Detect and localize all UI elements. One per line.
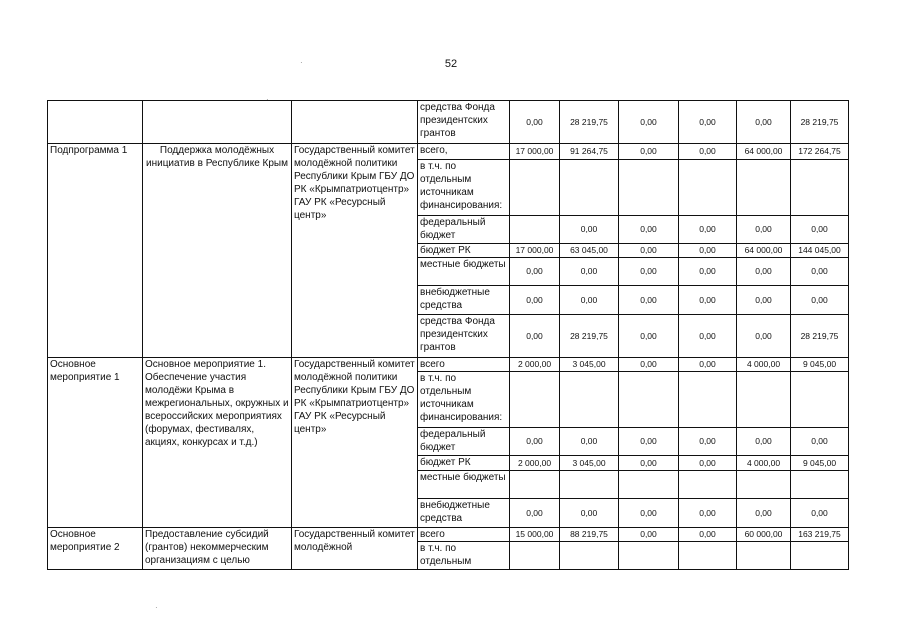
value-cell (510, 542, 560, 570)
value-cell (679, 471, 737, 499)
value-cell: 0,00 (619, 499, 679, 528)
value-cell: 0,00 (679, 286, 737, 315)
value-cell: 0,00 (679, 428, 737, 456)
value-cell (510, 471, 560, 499)
value-cell (737, 160, 791, 216)
value-cell: 88 219,75 (560, 528, 619, 542)
value-cell (560, 372, 619, 428)
value-cell: 0,00 (560, 258, 619, 286)
value-cell: 28 219,75 (560, 315, 619, 358)
value-cell: 64 000,00 (737, 244, 791, 258)
program-code: Основное мероприятие 2 (48, 528, 143, 570)
table-row (48, 101, 849, 144)
value-cell: 0,00 (679, 528, 737, 542)
value-cell (791, 160, 849, 216)
value-cell: 9 045,00 (791, 456, 849, 471)
source-label: в т.ч. по отдельным (418, 542, 510, 570)
value-cell: 0,00 (560, 286, 619, 315)
value-cell: 91 264,75 (560, 144, 619, 160)
value-cell: 2 000,00 (510, 358, 560, 372)
value-cell: 163 219,75 (791, 528, 849, 542)
value-cell: 0,00 (679, 258, 737, 286)
program-title: Основное мероприятие 1. Обеспечение участия молодёжи Крыма в межрегиональных, окружных и всероссийских мероприятиях (форумах, фестивалях, акциях, конкурсах и т.д.) (143, 358, 292, 528)
value-cell (619, 160, 679, 216)
program-title: Поддержка молодёжных инициатив в Республике Крым (143, 144, 292, 358)
value-cell: 64 000,00 (737, 144, 791, 160)
value-cell: 0,00 (679, 456, 737, 471)
value-cell: 0,00 (619, 456, 679, 471)
value-cell (510, 160, 560, 216)
value-cell: 60 000,00 (737, 528, 791, 542)
value-cell: 0,00 (737, 101, 791, 144)
value-cell: 0,00 (679, 101, 737, 144)
table-cell (143, 101, 292, 144)
value-cell (737, 372, 791, 428)
value-cell: 0,00 (560, 216, 619, 244)
source-label: в т.ч. по отдельным источникам финансирования: (418, 160, 510, 216)
value-cell: 0,00 (619, 101, 679, 144)
program-executor: Государственный комитет молодёжной политики Республики Крым ГБУ ДО РК «Крымпатриотцентр» ГАУ РК «Ресурсный центр» (292, 358, 418, 528)
value-cell: 0,00 (737, 258, 791, 286)
value-cell: 2 000,00 (510, 456, 560, 471)
value-cell: 3 045,00 (560, 456, 619, 471)
value-cell (679, 372, 737, 428)
value-cell: 0,00 (619, 258, 679, 286)
value-cell: 0,00 (619, 286, 679, 315)
source-label: бюджет РК (418, 456, 510, 471)
value-cell (619, 372, 679, 428)
value-cell: 0,00 (510, 286, 560, 315)
value-cell: 0,00 (510, 315, 560, 358)
table-row (48, 144, 849, 160)
source-label: местные бюджеты (418, 471, 510, 499)
value-cell: 0,00 (737, 216, 791, 244)
value-cell: 0,00 (510, 101, 560, 144)
value-cell: 15 000,00 (510, 528, 560, 542)
value-cell (679, 542, 737, 570)
value-cell: 0,00 (679, 358, 737, 372)
scan-speck: · (266, 95, 269, 104)
source-label: федеральный бюджет (418, 428, 510, 456)
value-cell: 9 045,00 (791, 358, 849, 372)
value-cell: 0,00 (737, 499, 791, 528)
value-cell (737, 471, 791, 499)
program-title: Предоставление субсидий (грантов) некоммерческим организациям с целью (143, 528, 292, 570)
value-cell: 0,00 (619, 358, 679, 372)
value-cell (510, 216, 560, 244)
program-code: Основное мероприятие 1 (48, 358, 143, 528)
value-cell: 144 045,00 (791, 244, 849, 258)
value-cell: 63 045,00 (560, 244, 619, 258)
value-cell: 28 219,75 (791, 101, 849, 144)
source-label: бюджет РК (418, 244, 510, 258)
source-label: средства Фонда президентских грантов (418, 101, 510, 144)
value-cell: 17 000,00 (510, 144, 560, 160)
value-cell: 0,00 (679, 244, 737, 258)
value-cell: 0,00 (791, 428, 849, 456)
value-cell: 0,00 (679, 144, 737, 160)
source-label: в т.ч. по отдельным источникам финансирования: (418, 372, 510, 428)
source-label: всего, (418, 144, 510, 160)
table-cell (292, 101, 418, 144)
source-label: федеральный бюджет (418, 216, 510, 244)
value-cell: 0,00 (737, 315, 791, 358)
value-cell: 28 219,75 (791, 315, 849, 358)
value-cell (560, 471, 619, 499)
value-cell (560, 160, 619, 216)
value-cell (737, 542, 791, 570)
value-cell: 4 000,00 (737, 456, 791, 471)
page-number: 52 (444, 58, 458, 70)
value-cell: 0,00 (619, 144, 679, 160)
value-cell (510, 372, 560, 428)
source-label: внебюджетные средства (418, 286, 510, 315)
scan-speck: · (155, 603, 158, 612)
value-cell (619, 471, 679, 499)
program-executor: Государственный комитет молодёжной (292, 528, 418, 570)
value-cell: 0,00 (791, 499, 849, 528)
value-cell: 4 000,00 (737, 358, 791, 372)
value-cell (560, 542, 619, 570)
value-cell: 0,00 (679, 216, 737, 244)
table-row (48, 528, 849, 542)
value-cell: 0,00 (737, 286, 791, 315)
value-cell (679, 160, 737, 216)
value-cell: 0,00 (510, 258, 560, 286)
budget-table (47, 100, 849, 570)
table-row (48, 358, 849, 372)
value-cell: 0,00 (510, 428, 560, 456)
value-cell: 0,00 (791, 286, 849, 315)
source-label: внебюджетные средства (418, 499, 510, 528)
source-label: местные бюджеты (418, 258, 510, 286)
value-cell: 0,00 (510, 499, 560, 528)
value-cell (791, 372, 849, 428)
value-cell (619, 542, 679, 570)
value-cell: 0,00 (791, 258, 849, 286)
source-label: средства Фонда президентских грантов (418, 315, 510, 358)
table-cell (48, 101, 143, 144)
value-cell: 0,00 (560, 499, 619, 528)
value-cell (791, 542, 849, 570)
value-cell (791, 471, 849, 499)
value-cell: 0,00 (619, 244, 679, 258)
source-label: всего (418, 358, 510, 372)
value-cell: 3 045,00 (560, 358, 619, 372)
value-cell: 0,00 (619, 428, 679, 456)
value-cell: 0,00 (619, 315, 679, 358)
value-cell: 0,00 (791, 216, 849, 244)
value-cell: 28 219,75 (560, 101, 619, 144)
value-cell: 0,00 (679, 499, 737, 528)
program-executor: Государственный комитет молодёжной политики Республики Крым ГБУ ДО РК «Крымпатриотцентр» ГАУ РК «Ресурсный центр» (292, 144, 418, 358)
value-cell: 0,00 (737, 428, 791, 456)
value-cell: 172 264,75 (791, 144, 849, 160)
value-cell: 0,00 (560, 428, 619, 456)
scan-speck: · (300, 58, 303, 67)
program-code: Подпрограмма 1 (48, 144, 143, 358)
value-cell: 17 000,00 (510, 244, 560, 258)
value-cell: 0,00 (679, 315, 737, 358)
value-cell: 0,00 (619, 216, 679, 244)
value-cell: 0,00 (619, 528, 679, 542)
source-label: всего (418, 528, 510, 542)
